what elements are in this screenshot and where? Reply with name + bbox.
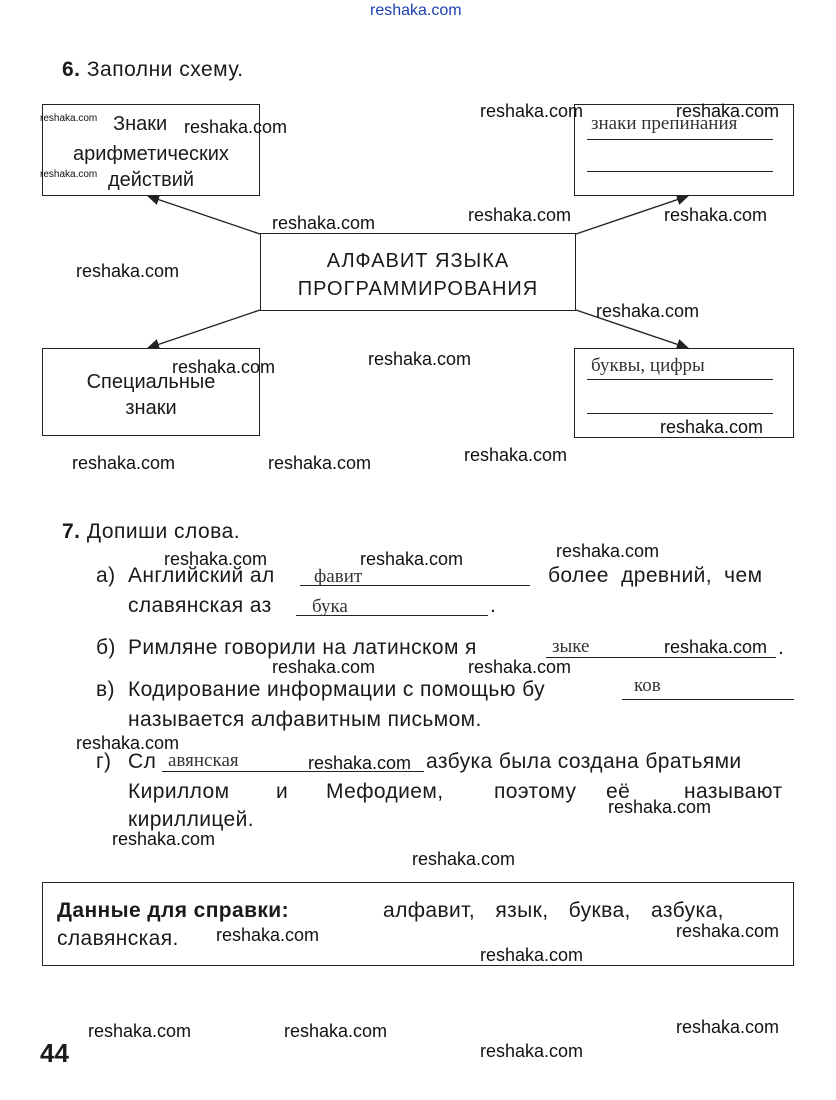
watermark: reshaka.com	[164, 549, 268, 569]
item-d-text5: Мефодием,	[326, 780, 444, 803]
item-c-answer1: ков	[634, 675, 661, 696]
item-d-text9: кириллицей.	[128, 808, 255, 831]
center-box	[260, 233, 576, 311]
watermark: reshaka.com	[216, 925, 320, 945]
watermark: reshaka.com	[40, 169, 98, 180]
item-d-text1: Сл	[128, 750, 157, 773]
item-d-text4: и	[276, 780, 289, 803]
task6-number: 6.	[62, 58, 81, 81]
item-c-text1: Кодирование информации с помощью бу	[128, 678, 546, 701]
item-c-label: в)	[96, 678, 115, 701]
item-a-text1: Английский ал	[128, 564, 275, 587]
watermark: reshaka.com	[464, 445, 568, 465]
watermark: reshaka.com	[480, 1041, 584, 1061]
item-a-text2: более древний, чем	[548, 564, 763, 587]
item-b-label: б)	[96, 636, 116, 659]
watermark: reshaka.com	[112, 829, 216, 849]
watermark: reshaka.com	[676, 1017, 780, 1037]
item-b-text1: Римляне говорили на латинском я	[128, 636, 477, 659]
item-a-end: .	[490, 594, 497, 617]
top-right-line2	[587, 171, 773, 172]
watermark: reshaka.com	[480, 101, 584, 121]
watermark: reshaka.com	[676, 101, 780, 121]
watermark: reshaka.com	[308, 753, 412, 773]
top-left-line1: Знаки	[113, 113, 168, 135]
item-d-text3: Кириллом	[128, 780, 230, 803]
watermark: reshaka.com	[72, 453, 176, 473]
reference-label	[57, 899, 289, 923]
watermark: reshaka.com	[40, 113, 98, 124]
item-a-text3: славянская аз	[128, 594, 272, 617]
task7-title: Допиши слова.	[86, 520, 241, 543]
watermark: reshaka.com	[480, 945, 584, 965]
watermark: reshaka.com	[608, 797, 712, 817]
bottom-right-line1	[587, 379, 773, 380]
watermark: reshaka.com	[468, 205, 572, 225]
item-d-label: г)	[96, 750, 112, 773]
center-line2: ПРОГРАММИРОВАНИЯ	[297, 278, 539, 300]
watermark: reshaka.com	[76, 733, 180, 753]
watermark: reshaka.com	[88, 1021, 192, 1041]
item-a-label: а)	[96, 564, 116, 587]
item-b-end: .	[778, 636, 785, 659]
task7-number: 7.	[62, 520, 81, 543]
arrow-bottom-left	[148, 310, 260, 348]
item-d-text7: её	[606, 780, 631, 803]
watermark: reshaka.com	[676, 921, 780, 941]
top-left-line3: действий	[107, 169, 195, 191]
item-a-answer2: бука	[312, 596, 348, 617]
reference-label-text: Данные для справки:	[57, 899, 290, 922]
bottom-right-answer: буквы, цифры	[591, 355, 705, 376]
item-d-text2: азбука была создана братьями	[426, 750, 742, 773]
task7-heading	[62, 520, 240, 544]
watermark: reshaka.com	[76, 261, 180, 281]
watermark: reshaka.com	[172, 357, 276, 377]
center-line1: АЛФАВИТ ЯЗЫКА	[326, 250, 510, 272]
watermark: reshaka.com	[268, 453, 372, 473]
page-number: 44	[40, 1038, 69, 1068]
item-d-answer1: авянская	[168, 750, 239, 771]
watermark: reshaka.com	[596, 301, 700, 321]
watermark: reshaka.com	[556, 541, 660, 561]
watermark: reshaka.com	[664, 205, 768, 225]
bottom-right-line2	[587, 413, 773, 414]
watermark: reshaka.com	[360, 549, 464, 569]
watermark: reshaka.com	[284, 1021, 388, 1041]
item-b-answer1: зыке	[552, 636, 590, 657]
arrow-top-left	[148, 196, 260, 234]
watermark: reshaka.com	[412, 849, 516, 869]
watermark: reshaka.com	[660, 417, 764, 437]
watermark: reshaka.com	[272, 213, 376, 233]
item-d-text8: называют	[684, 780, 783, 803]
reference-text: алфавит, язык, буква, азбука,	[383, 899, 724, 922]
watermark: reshaka.com	[272, 657, 376, 677]
top-right-line1	[587, 139, 773, 140]
watermark: reshaka.com	[184, 117, 288, 137]
reference-text2: славянская.	[57, 927, 179, 950]
item-d-text6: поэтому	[494, 780, 577, 803]
top-right-answer: знаки препинания	[591, 113, 738, 134]
watermark: reshaka.com	[368, 349, 472, 369]
top-left-line2: арифметических	[73, 143, 229, 165]
watermark: reshaka.com	[664, 637, 768, 657]
item-c-blank1	[622, 699, 794, 700]
bottom-left-line2: знаки	[125, 397, 177, 419]
bottom-left-line1: Специальные	[86, 371, 216, 393]
site-header[interactable]: reshaka.com	[370, 2, 462, 19]
task6-title: Заполни схему.	[86, 58, 244, 81]
item-a-answer1: фавит	[314, 566, 363, 587]
item-c-text2: называется алфавитным письмом.	[128, 708, 482, 731]
watermark: reshaka.com	[468, 657, 572, 677]
